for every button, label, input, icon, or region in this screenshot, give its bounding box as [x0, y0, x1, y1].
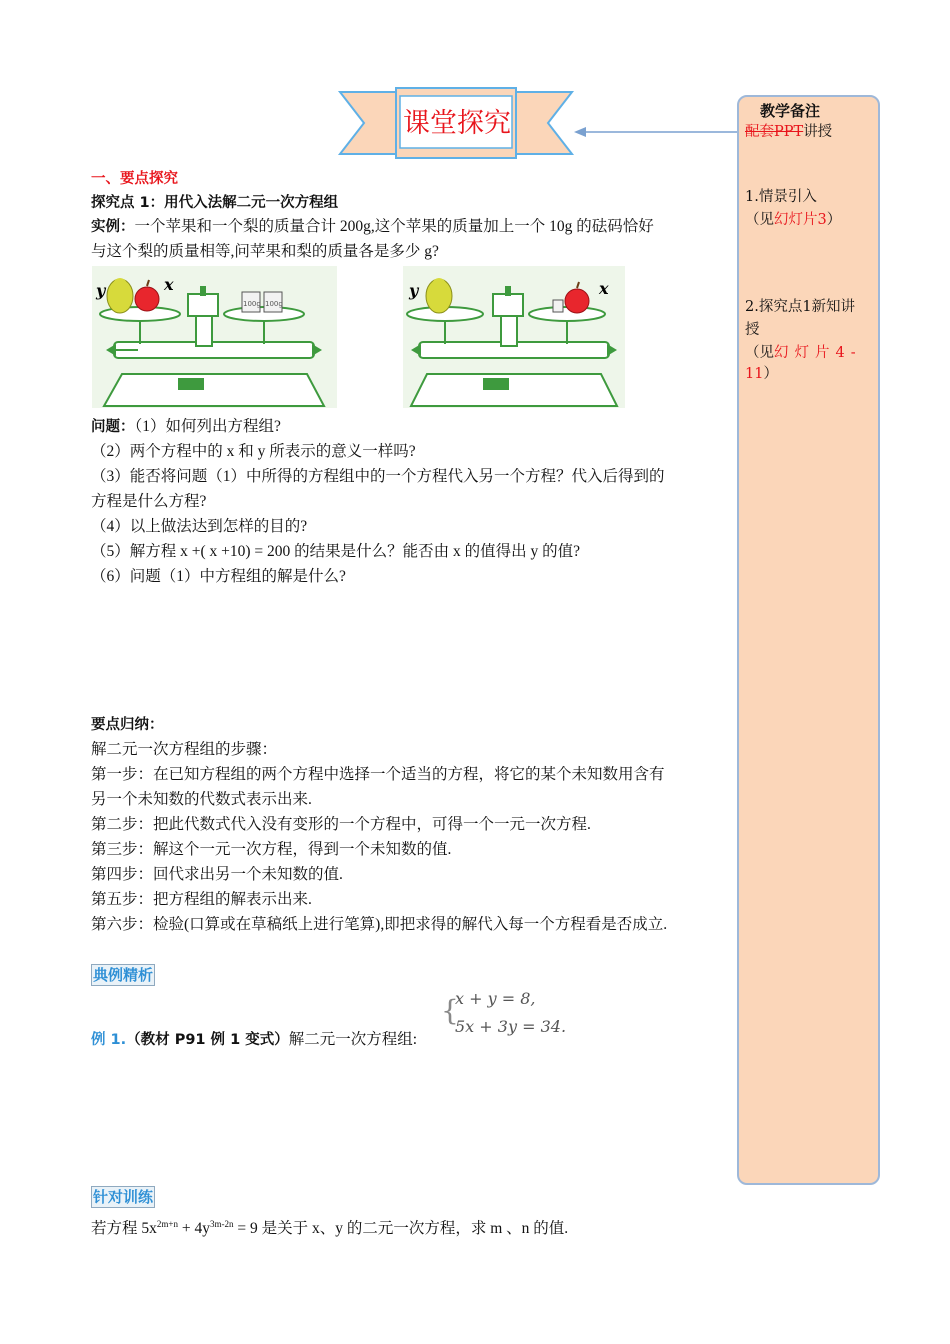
question-1: 问题：（1）如何列出方程组?	[91, 418, 281, 435]
example-tag: 典例精析	[93, 966, 154, 984]
question-4: （4）以上做法达到怎样的目的?	[91, 518, 308, 535]
sidebar-item-2-title-cont: 授	[745, 322, 760, 338]
sidebar-subheading: 配套PPT讲授	[745, 124, 833, 140]
summary-step-1: 第一步：在已知方程组的两个方程中选择一个适当的方程，将它的某个未知数用含有	[91, 766, 665, 783]
practice-problem: 若方程 $5x^{2m+n} + 4y^{3m-2n} = 9$ 是关于 x、y 的二元一次方程，求 m 、n 的值.	[91, 1219, 569, 1238]
sidebar-heading: 教学备注	[760, 102, 821, 120]
banner-title: 课堂探究	[403, 108, 511, 139]
example-line-2: 与这个梨的质量相等,问苹果和梨的质量各是多少 g?	[91, 243, 439, 260]
equation-2: 5x + 3y = 34.	[455, 1017, 567, 1036]
balance-scale-image-1	[92, 266, 337, 408]
balance-scale-image-2	[403, 266, 625, 408]
sidebar-item-1-title: 1.情景引入	[745, 189, 817, 205]
summary-line: 解二元一次方程组的步骤：	[91, 741, 278, 758]
question-2: （2）两个方程中的 x 和 y 所表示的意义一样吗?	[91, 443, 416, 460]
summary-step-1-cont: 另一个未知数的代数式表示出来.	[91, 791, 312, 808]
var-x-label: x	[164, 275, 174, 294]
equation-system	[441, 988, 566, 1038]
sidebar-item-2-title: 2.探究点1新知讲	[745, 299, 856, 315]
summary-label: 要点归纳：	[91, 717, 164, 733]
var-y-label: y	[96, 281, 106, 300]
question-5: （5）解方程 x +( x +10) = 200 的结果是什么？能否由 x 的值得出 y 的值?	[91, 543, 581, 560]
sidebar-item-2-ref-cont: 11）	[745, 366, 778, 382]
summary-step-3: 第三步：解这个一元一次方程，得到一个未知数的值.	[91, 841, 452, 858]
slide-link-3[interactable]: 幻灯片3	[774, 212, 827, 228]
practice-tag: 针对训练	[93, 1188, 154, 1206]
brace-icon: {	[441, 994, 459, 1027]
summary-step-4: 第四步：回代求出另一个未知数的值.	[91, 866, 343, 883]
summary-step-2: 第二步：把此代数式代入没有变形的一个方程中，可得一个一元一次方程.	[91, 816, 591, 833]
section-heading: 一、要点探究	[91, 171, 178, 187]
equation-1: x + y = 8,	[455, 989, 536, 1008]
summary-step-6: 第六步：检验(口算或在草稿纸上进行笔算),即把求得的解代入每一个方程看是否成立.	[91, 916, 668, 933]
weight-label: 100g	[243, 300, 261, 308]
question-6: （6）问题（1）中方程组的解是什么?	[91, 568, 346, 585]
question-3: （3）能否将问题（1）中所得的方程组中的一个方程代入另一个方程？代入后得到的	[91, 468, 665, 485]
sidebar-item-2-ref: （见幻灯片4-	[745, 345, 862, 361]
pointer-arrow-icon	[574, 124, 740, 140]
weight-label: 100g	[265, 300, 283, 308]
slide-link-4-11[interactable]: 幻灯片4-	[774, 345, 862, 361]
example-line-1: 实例：一个苹果和一个梨的质量合计 200g,这个苹果的质量加上一个 10g 的砝码恰好	[91, 218, 654, 235]
sidebar-item-1-ref: （见幻灯片3）	[745, 212, 842, 228]
summary-step-5: 第五步：把方程组的解表示出来.	[91, 891, 312, 908]
question-3-cont: 方程是什么方程?	[91, 493, 207, 510]
var-y-label: y	[409, 281, 419, 300]
var-x-label: x	[599, 279, 609, 298]
point-title: 探究点 1：用代入法解二元一次方程组	[91, 195, 339, 211]
teaching-notes-sidebar	[737, 95, 880, 1185]
example-1: 例 1.（教材 P91 例 1 变式）解二元一次方程组:	[91, 1031, 418, 1048]
